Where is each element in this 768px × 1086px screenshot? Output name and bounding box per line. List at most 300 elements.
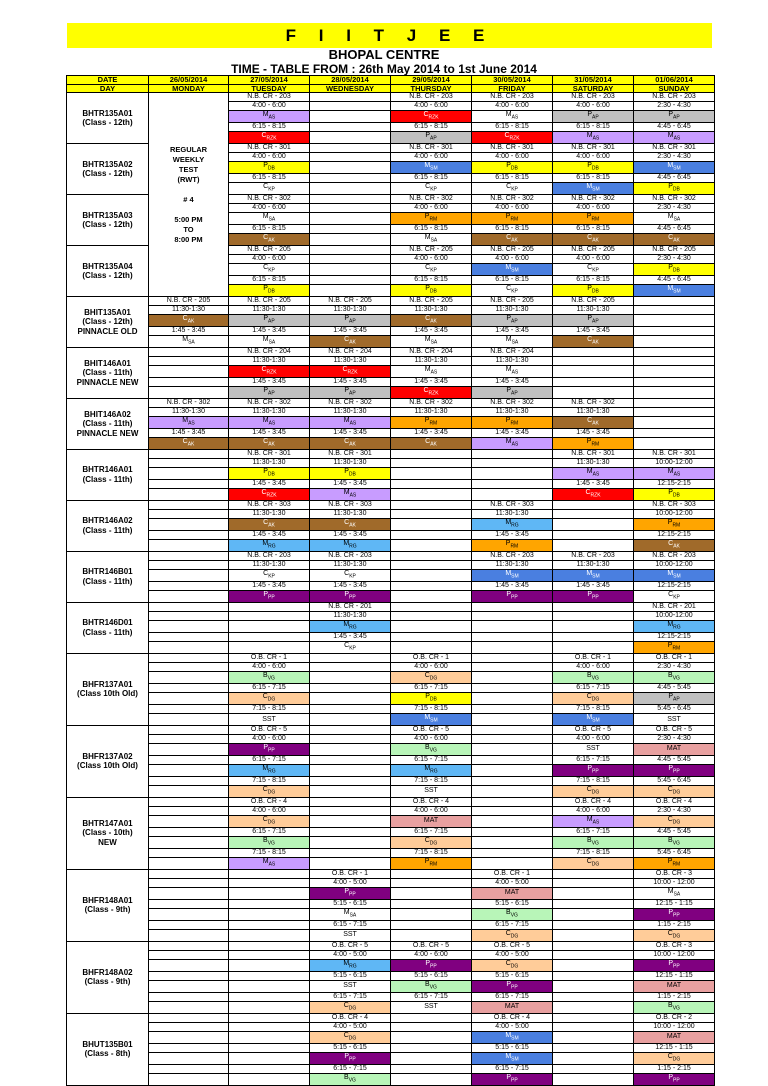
subject-slot-wed xyxy=(310,1073,391,1085)
subject-slot-fri xyxy=(472,1031,553,1043)
slot-wed xyxy=(310,123,391,132)
subject-slot-thu xyxy=(391,980,472,992)
subject-letter: C xyxy=(668,590,674,598)
teacher-code: AP xyxy=(430,135,437,142)
subject-slot-fri xyxy=(472,417,553,429)
slot-thu: O.B. CR - 5 xyxy=(391,941,472,950)
slot-thu: N.B. CR - 302 xyxy=(391,399,472,408)
teacher-code: PP xyxy=(673,1076,680,1083)
subject-slot-sat xyxy=(553,315,634,327)
subject-letter: C xyxy=(424,671,430,679)
slot-thu xyxy=(391,569,472,581)
teacher-code: AS xyxy=(268,861,276,868)
slot-sat xyxy=(553,620,634,632)
slot-sun: 10:00-12:00 xyxy=(634,509,715,518)
subject-slot-fri xyxy=(472,1052,553,1064)
slot-sun: 2:30 - 4:30 xyxy=(634,806,715,815)
slot-wed: 1:45 - 3:45 xyxy=(310,327,391,336)
header-dates-3: 28/05/2014 xyxy=(310,76,391,85)
subject-letter: M xyxy=(505,437,512,445)
teacher-code: SM xyxy=(511,573,519,580)
slot-fri: 11:30-1:30 xyxy=(472,306,553,315)
slot-wed: O.B. CR - 1 xyxy=(310,869,391,878)
batch-name-line: BHUT135B01 xyxy=(82,1039,133,1049)
teacher-code: AK xyxy=(349,339,356,346)
slot-fri xyxy=(472,713,553,725)
subject-slot-sat xyxy=(553,264,634,276)
slot-tue: N.B. CR - 205 xyxy=(229,246,310,255)
subject-slot-mon xyxy=(149,437,229,449)
slot-fri: 11:30-1:30 xyxy=(472,560,553,569)
slot-mon xyxy=(149,1043,229,1052)
slot-sat: 4:00 - 6:00 xyxy=(553,102,634,111)
batch-16-row-1 xyxy=(67,1022,715,1031)
slot-fri xyxy=(472,857,553,869)
subject-slot-wed xyxy=(310,336,391,348)
teacher-code: PP xyxy=(268,594,275,601)
batch-name-line: BHFR148A02 xyxy=(82,967,133,977)
slot-sun: SST xyxy=(634,713,715,725)
slot-fri: 6:15 - 8:15 xyxy=(472,225,553,234)
subject-letter: M xyxy=(262,417,269,424)
rwt-block xyxy=(149,93,229,297)
slot-mon xyxy=(149,920,229,929)
slot-tue: 6:15 - 8:15 xyxy=(229,174,310,183)
teacher-code: DG xyxy=(672,1055,681,1062)
teacher-code: RM xyxy=(672,861,681,868)
teacher-code: KP xyxy=(511,288,518,295)
slot-sun: 4:45 - 6:45 xyxy=(634,123,715,132)
teacher-code: DG xyxy=(672,933,681,940)
slot-sun: 5:45 - 6:45 xyxy=(634,704,715,713)
slot-fri xyxy=(472,611,553,620)
subject-slot-sun xyxy=(634,590,715,602)
slot-mon xyxy=(149,908,229,920)
subject-slot-sun xyxy=(634,467,715,479)
slot-sat: 4:00 - 6:00 xyxy=(553,806,634,815)
batch-14-row-3 xyxy=(67,899,715,908)
slot-sun: 2:30 - 4:30 xyxy=(634,204,715,213)
slot-mon xyxy=(149,797,229,806)
teacher-code: DG xyxy=(591,789,600,796)
batch-name xyxy=(67,348,149,399)
slot-wed xyxy=(310,234,391,246)
subject-slot-fri xyxy=(472,264,553,276)
batch-13-row-2 xyxy=(67,815,715,827)
slot-mon xyxy=(149,743,229,755)
teacher-code: AP xyxy=(349,318,356,325)
slot-sun: N.B. CR - 203 xyxy=(634,93,715,102)
slot-mon: 1:45 - 3:45 xyxy=(149,327,229,336)
subject-letter: C xyxy=(506,183,512,191)
slot-sat: 1:45 - 3:45 xyxy=(553,581,634,590)
batch-11-row-1 xyxy=(67,662,715,671)
slot-mon xyxy=(149,1013,229,1022)
slot-tue: 7:15 - 8:15 xyxy=(229,776,310,785)
batch-name-line: BHIT146A01 xyxy=(84,358,131,368)
header-days-4: THURSDAY xyxy=(391,84,472,93)
subject-slot-thu xyxy=(391,437,472,449)
slot-mon xyxy=(149,869,229,878)
subject-letter: M xyxy=(586,132,593,140)
teacher-code: PP xyxy=(673,768,680,775)
slot-thu: N.B. CR - 204 xyxy=(391,348,472,357)
subject-letter: C xyxy=(506,285,512,293)
slot-sat: SST xyxy=(553,743,634,755)
teacher-code: AK xyxy=(187,441,195,448)
subject-letter: P xyxy=(667,518,673,526)
slot-mon xyxy=(149,1052,229,1064)
subject-letter: M xyxy=(424,713,431,721)
teacher-code: VG xyxy=(672,1005,680,1012)
teacher-code: AS xyxy=(349,420,357,427)
teacher-code: DG xyxy=(267,789,276,796)
slot-wed xyxy=(310,692,391,704)
slot-mon xyxy=(149,662,229,671)
slot-thu: 4:00 - 6:00 xyxy=(391,662,472,671)
batch-13-row-5 xyxy=(67,848,715,857)
batch-name xyxy=(67,246,149,297)
batch-name xyxy=(67,195,149,246)
slot-sun xyxy=(634,428,715,437)
slot-wed xyxy=(310,153,391,162)
slot-sat xyxy=(553,908,634,920)
slot-thu: 5:15 - 6:15 xyxy=(391,971,472,980)
rwt-line: TO xyxy=(183,224,194,234)
subject-letter: M xyxy=(505,264,512,272)
slot-fri: N.B. CR - 205 xyxy=(472,246,553,255)
teacher-code: SM xyxy=(430,165,438,172)
batch-5-row-4 xyxy=(67,387,715,399)
slot-sun: N.B. CR - 301 xyxy=(634,449,715,458)
slot-thu: 11:30-1:30 xyxy=(391,408,472,417)
slot-sat xyxy=(553,941,634,950)
teacher-code: AK xyxy=(592,420,599,427)
slot-mon xyxy=(149,366,229,378)
subject-letter: M xyxy=(586,815,593,823)
slot-tue: N.B. CR - 203 xyxy=(229,93,310,102)
subject-letter: C xyxy=(343,1001,349,1009)
subject-slot-sat xyxy=(553,764,634,776)
subject-letter: C xyxy=(182,437,188,445)
subject-letter: M xyxy=(262,336,269,344)
slot-sun: 1:15 - 2:15 xyxy=(634,1064,715,1073)
slot-thu: SST xyxy=(391,785,472,797)
teacher-code: DB xyxy=(672,267,680,274)
slot-tue: 1:45 - 3:45 xyxy=(229,581,310,590)
slot-wed xyxy=(310,785,391,797)
teacher-code: RM xyxy=(591,216,600,223)
slot-mon xyxy=(149,581,229,590)
slot-thu xyxy=(391,518,472,530)
slot-thu xyxy=(391,899,472,908)
teacher-code: RG xyxy=(268,768,276,775)
slot-sun: 5:45 - 6:45 xyxy=(634,776,715,785)
slot-thu: 7:15 - 8:15 xyxy=(391,776,472,785)
subject-slot-fri xyxy=(472,132,553,144)
subject-slot-sat xyxy=(553,417,634,429)
teacher-code: DB xyxy=(429,288,437,295)
teacher-code: DB xyxy=(672,492,680,499)
slot-sat: N.B. CR - 205 xyxy=(553,297,634,306)
subject-letter: C xyxy=(505,959,511,967)
batch-7-row-0 xyxy=(67,449,715,458)
batch-name xyxy=(67,725,149,797)
batch-name-line: BHIT146A02 xyxy=(84,409,131,419)
slot-wed xyxy=(310,93,391,102)
subject-letter: P xyxy=(344,590,349,598)
slot-fri: 11:30-1:30 xyxy=(472,357,553,366)
subject-slot-sat xyxy=(553,437,634,449)
subject-letter: M xyxy=(262,213,269,221)
subject-slot-sat xyxy=(553,692,634,704)
subject-slot-sun xyxy=(634,671,715,683)
subject-slot-sun xyxy=(634,264,715,276)
subject-slot-sun xyxy=(634,569,715,581)
slot-mon xyxy=(149,971,229,980)
slot-sat: 4:00 - 6:00 xyxy=(553,255,634,264)
subject-letter: C xyxy=(504,132,510,140)
slot-fri xyxy=(472,848,553,857)
subject-slot-thu xyxy=(391,764,472,776)
subject-letter: B xyxy=(263,836,268,844)
subject-letter: B xyxy=(587,671,592,679)
subject-letter: C xyxy=(263,183,269,191)
subject-letter: C xyxy=(668,234,674,242)
fiitjee-logo-banner xyxy=(67,23,712,48)
subject-letter: P xyxy=(344,387,349,395)
subject-slot-sat xyxy=(553,132,634,144)
slot-thu: 1:45 - 3:45 xyxy=(391,327,472,336)
subject-slot-sun xyxy=(634,887,715,899)
subject-slot-tue xyxy=(229,366,310,378)
slot-sat xyxy=(553,1031,634,1043)
slot-sat xyxy=(553,500,634,509)
subject-letter: M xyxy=(505,366,512,374)
slot-wed xyxy=(310,743,391,755)
subject-letter: C xyxy=(586,857,592,865)
subject-letter: M xyxy=(667,569,674,577)
subject-slot-sun xyxy=(634,620,715,632)
slot-sat: 11:30-1:30 xyxy=(553,560,634,569)
batch-13-row-4 xyxy=(67,836,715,848)
slot-thu: 7:15 - 8:15 xyxy=(391,704,472,713)
slot-sun xyxy=(634,327,715,336)
subject-slot-sun xyxy=(634,488,715,500)
slot-sat: 11:30-1:30 xyxy=(553,306,634,315)
subject-slot-sun xyxy=(634,929,715,941)
subject-letter: B xyxy=(263,671,268,679)
slot-sun: N.B. CR - 303 xyxy=(634,500,715,509)
slot-wed xyxy=(310,755,391,764)
slot-sun: N.B. CR - 203 xyxy=(634,551,715,560)
subject-letter: P xyxy=(424,857,430,865)
batch-10-row-4 xyxy=(67,641,715,653)
subject-letter: C xyxy=(263,569,269,577)
timetable-title: TIME - TABLE FROM : 26th May 2014 to 1st June 2014 xyxy=(231,62,537,76)
slot-wed xyxy=(310,848,391,857)
slot-thu: 4:00 - 6:00 xyxy=(391,102,472,111)
slot-fri: 6:15 - 7:15 xyxy=(472,992,553,1001)
slot-tue: N.B. CR - 301 xyxy=(229,449,310,458)
subject-letter: M xyxy=(343,959,350,967)
slot-tue: 1:45 - 3:45 xyxy=(229,530,310,539)
teacher-code: DG xyxy=(672,819,681,826)
subject-slot-tue xyxy=(229,785,310,797)
slot-thu: N.B. CR - 301 xyxy=(391,144,472,153)
subject-slot-wed xyxy=(310,437,391,449)
slot-sat: O.B. CR - 5 xyxy=(553,725,634,734)
batch-12-row-6 xyxy=(67,785,715,797)
slot-fri xyxy=(472,704,553,713)
slot-wed: N.B. CR - 205 xyxy=(310,297,391,306)
batch-name xyxy=(67,653,149,725)
subject-slot-sun xyxy=(634,539,715,551)
subject-slot-tue xyxy=(229,132,310,144)
teacher-code: DG xyxy=(429,675,438,682)
slot-mon xyxy=(149,776,229,785)
teacher-code: AP xyxy=(268,390,275,397)
batch-10-row-2 xyxy=(67,620,715,632)
teacher-code: KP xyxy=(349,573,356,580)
teacher-code: DG xyxy=(591,696,600,703)
subject-letter: C xyxy=(586,692,592,700)
slot-sat: 11:30-1:30 xyxy=(553,458,634,467)
subject-slot-tue xyxy=(229,437,310,449)
batch-13-row-0 xyxy=(67,797,715,806)
slot-tue: SST xyxy=(229,713,310,725)
slot-wed: 4:00 - 5:00 xyxy=(310,950,391,959)
slot-wed xyxy=(310,815,391,827)
subject-letter: MAT xyxy=(666,745,682,753)
slot-mon xyxy=(149,713,229,725)
subject-letter: C xyxy=(261,132,267,140)
subject-slot-thu xyxy=(391,162,472,174)
subject-slot-sat xyxy=(553,162,634,174)
teacher-code: RG xyxy=(511,522,519,529)
subject-letter: P xyxy=(424,417,430,424)
teacher-code: SM xyxy=(592,573,600,580)
slot-sat xyxy=(553,992,634,1001)
teacher-code: VG xyxy=(429,984,437,991)
teacher-code: KP xyxy=(268,186,275,193)
subject-slot-mon xyxy=(149,336,229,348)
slot-wed: 11:30-1:30 xyxy=(310,560,391,569)
slot-fri: N.B. CR - 205 xyxy=(472,297,553,306)
subject-letter: P xyxy=(263,285,268,293)
slot-sat: N.B. CR - 203 xyxy=(553,93,634,102)
slot-thu: 11:30-1:30 xyxy=(391,357,472,366)
teacher-code: VG xyxy=(510,912,518,919)
batch-name-line: (Class - 9th) xyxy=(84,977,131,987)
subject-slot-tue xyxy=(229,111,310,123)
teacher-code: RM xyxy=(429,420,438,427)
slot-fri: 4:00 - 5:00 xyxy=(472,878,553,887)
subject-slot-thu xyxy=(391,234,472,246)
subject-slot-tue xyxy=(229,590,310,602)
subject-slot-wed xyxy=(310,620,391,632)
slot-sun xyxy=(634,378,715,387)
subject-slot-sat xyxy=(553,213,634,225)
subject-slot-sun xyxy=(634,234,715,246)
subject-slot-thu xyxy=(391,264,472,276)
slot-tue xyxy=(229,899,310,908)
slot-mon xyxy=(149,785,229,797)
slot-mon xyxy=(149,1064,229,1073)
subject-slot-fri xyxy=(472,1001,553,1013)
slot-mon: N.B. CR - 205 xyxy=(149,297,229,306)
slot-wed xyxy=(310,285,391,297)
batch-name-line: PINNACLE NEW xyxy=(76,377,139,387)
subject-slot-tue xyxy=(229,836,310,848)
slot-mon xyxy=(149,878,229,887)
header-days-0: DAY xyxy=(67,84,149,93)
subject-letter: C xyxy=(344,336,350,344)
slot-wed: N.B. CR - 303 xyxy=(310,500,391,509)
slot-sat xyxy=(553,1043,634,1052)
subject-letter: B xyxy=(425,980,430,988)
slot-mon xyxy=(149,1022,229,1031)
subject-slot-fri xyxy=(472,234,553,246)
subject-letter: C xyxy=(344,569,350,577)
teacher-code: DG xyxy=(267,819,276,826)
slot-fri: 4:00 - 6:00 xyxy=(472,255,553,264)
subject-letter: M xyxy=(586,713,593,721)
subject-slot-tue xyxy=(229,743,310,755)
batch-13-row-1 xyxy=(67,806,715,815)
subject-letter: C xyxy=(263,234,269,242)
slot-tue: 4:00 - 6:00 xyxy=(229,255,310,264)
slot-wed: 11:30-1:30 xyxy=(310,611,391,620)
batch-14-row-0 xyxy=(67,869,715,878)
slot-thu: 6:15 - 7:15 xyxy=(391,755,472,764)
slot-wed: 6:15 - 7:15 xyxy=(310,1064,391,1073)
slot-thu xyxy=(391,560,472,569)
teacher-code: AK xyxy=(511,237,518,244)
subject-slot-thu xyxy=(391,336,472,348)
subject-slot-tue xyxy=(229,234,310,246)
teacher-code: VG xyxy=(348,1076,356,1083)
subject-letter: C xyxy=(262,785,268,793)
slot-sun: 4:45 - 5:45 xyxy=(634,827,715,836)
slot-mon xyxy=(149,887,229,899)
slot-mon xyxy=(149,378,229,387)
subject-letter: M xyxy=(667,467,674,475)
slot-thu: 11:30-1:30 xyxy=(391,306,472,315)
batch-4-row-1 xyxy=(67,306,715,315)
batch-16-row-5 xyxy=(67,1064,715,1073)
slot-sat xyxy=(553,887,634,899)
slot-sun: 12:15-2:15 xyxy=(634,530,715,539)
batch-name xyxy=(67,93,149,144)
slot-thu xyxy=(391,632,472,641)
slot-sun xyxy=(634,348,715,357)
subject-letter: P xyxy=(263,467,268,475)
batch-name-line: BHFR137A02 xyxy=(82,751,133,761)
subject-letter: M xyxy=(262,857,269,865)
subject-letter: C xyxy=(667,929,673,937)
slot-sat xyxy=(553,509,634,518)
subject-letter: MAT xyxy=(504,889,520,897)
rwt-line xyxy=(149,205,228,215)
slot-sun xyxy=(634,357,715,366)
slot-tue xyxy=(229,959,310,971)
teacher-code: RG xyxy=(349,543,357,550)
slot-fri xyxy=(472,836,553,848)
subject-letter: M xyxy=(667,162,674,170)
slot-tue xyxy=(229,1031,310,1043)
teacher-code: KP xyxy=(673,594,680,601)
